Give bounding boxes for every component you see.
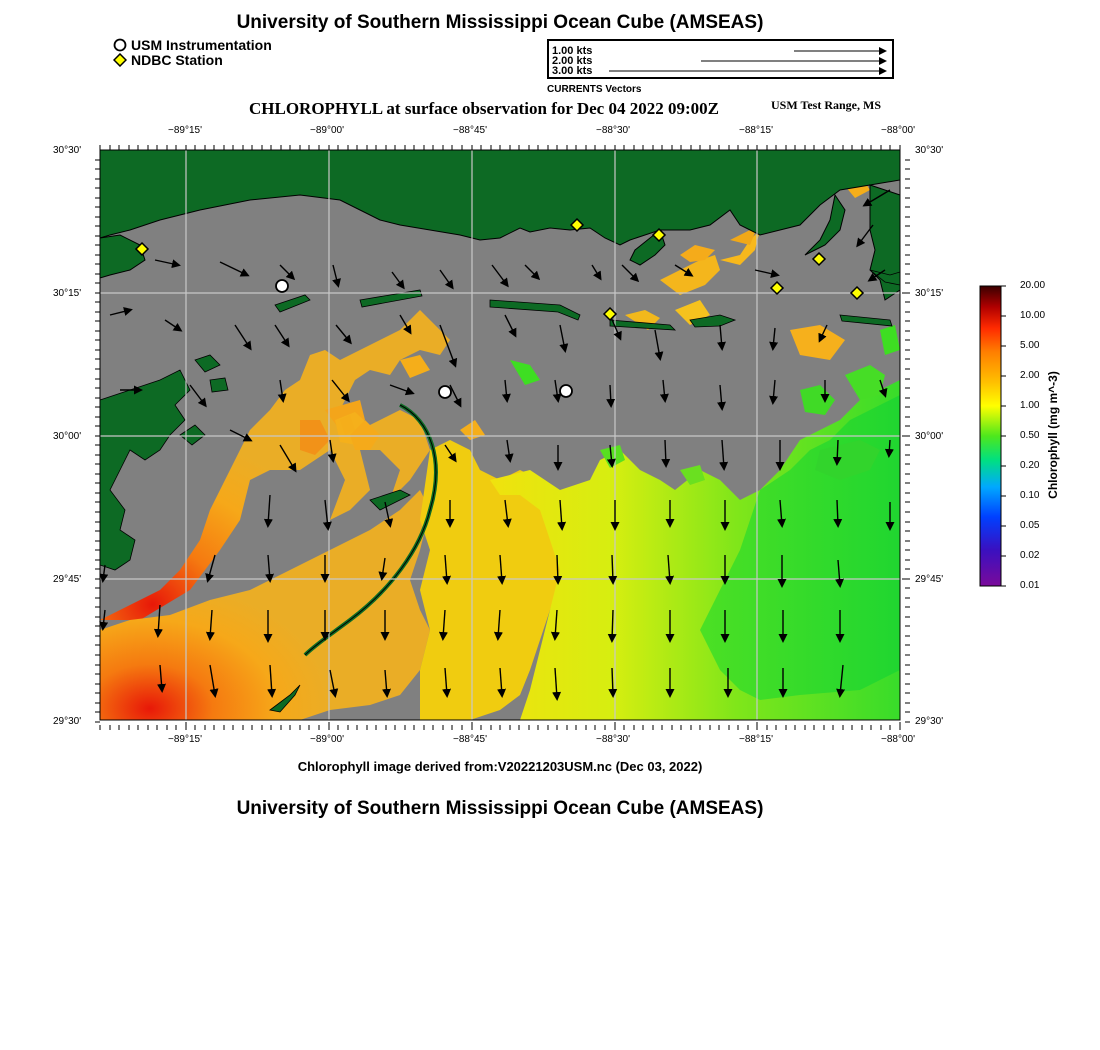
vector-scale-label-3: 3.00 kts [552,65,593,77]
colorbar-ticks [1001,286,1006,586]
lon-tick-bottom-5: −88°15' [739,734,773,745]
lat-tick-left-4: 29°45' [53,574,82,585]
lon-tick-top-5: −88°15' [739,125,773,136]
land-marsh-island-2 [210,378,228,392]
lat-tick-right-4: 29°45' [915,574,944,585]
vector-scale-label-2: 2.00 kts [552,55,593,67]
current-vector [837,500,838,525]
current-vector [557,555,558,582]
lat-tick-left-3: 30°00' [53,431,82,442]
colorbar-tick-label: 0.50 [1020,430,1040,441]
usm-instrument-marker [560,385,572,397]
usm-instrument-marker [439,386,451,398]
legend-station [113,52,223,68]
lat-tick-right-2: 30°15' [915,288,944,299]
footer-title: University of Southern Mississippi Ocean Cube (AMSEAS) [236,798,764,819]
vector-scale-arrows [549,41,892,77]
current-vector [612,610,613,640]
lon-tick-top-3: −88°45' [453,125,487,136]
current-vector [665,440,666,465]
lon-tick-top-2: −89°00' [310,125,344,136]
usm-instrument-marker [276,280,288,292]
colorbar-gradient [980,286,1001,586]
page-title: University of Southern Mississippi Ocean Cube (AMSEAS) [236,12,764,33]
colorbar-tick-label: 20.00 [1020,280,1046,291]
vector-scale-box [547,39,894,79]
colorbar-tick-label: 2.00 [1020,370,1040,381]
current-vector [612,555,613,582]
lat-tick-left-2: 30°15' [53,288,82,299]
current-vector [889,440,890,455]
lat-tick-right-3: 30°00' [915,431,944,442]
lon-tick-bottom-1: −89°15' [168,734,202,745]
map-title: CHLOROPHYLL at surface observation for Dec 04 2022 09:00Z [249,99,719,118]
lat-tick-right-1: 30°30' [915,145,944,156]
lon-tick-top-4: −88°30' [596,125,630,136]
chlorophyll-map[interactable] [95,145,910,730]
colorbar-tick-label: 0.20 [1020,460,1040,471]
colorbar-tick-label: 1.00 [1020,400,1040,411]
derived-from-note: Chlorophyll image derived from:V20221203USM.nc (Dec 03, 2022) [297,759,703,774]
current-vector [610,385,611,405]
lon-tick-top-6: −88°00' [881,125,915,136]
lon-tick-top-1: −89°15' [168,125,202,136]
legend-instrument [113,37,272,53]
lat-tick-left-5: 29°30' [53,716,82,727]
legend-instrument-label: USM Instrumentation [131,37,272,53]
legend-station-label: NDBC Station [131,52,223,68]
lon-tick-bottom-2: −89°00' [310,734,344,745]
lat-tick-right-5: 29°30' [915,716,944,727]
colorbar-tick-label: 0.01 [1020,580,1040,591]
lon-tick-bottom-3: −88°45' [453,734,487,745]
map-area [100,150,900,720]
colorbar-tick-label: 0.02 [1020,550,1040,561]
instrument-circle-icon [113,38,127,52]
lon-tick-bottom-4: −88°30' [596,734,630,745]
vector-scale-label-1: 1.00 kts [552,45,593,57]
vector-scale-caption: CURRENTS Vectors [547,84,642,95]
colorbar-tick-label: 10.00 [1020,310,1046,321]
colorbar-tick-label: 0.10 [1020,490,1040,501]
colorbar-tick-label: 5.00 [1020,340,1040,351]
lat-tick-left-1: 30°30' [53,145,82,156]
current-vector [837,440,838,463]
colorbar-title-text: Chlorophyll (mg m^-3) [1046,371,1060,499]
lon-tick-bottom-6: −88°00' [881,734,915,745]
map-subtitle: USM Test Range, MS [771,98,882,112]
station-diamond-icon [113,53,127,67]
colorbar-title [1043,285,1063,585]
colorbar-tick-label: 0.05 [1020,520,1040,531]
current-vector [612,668,613,695]
